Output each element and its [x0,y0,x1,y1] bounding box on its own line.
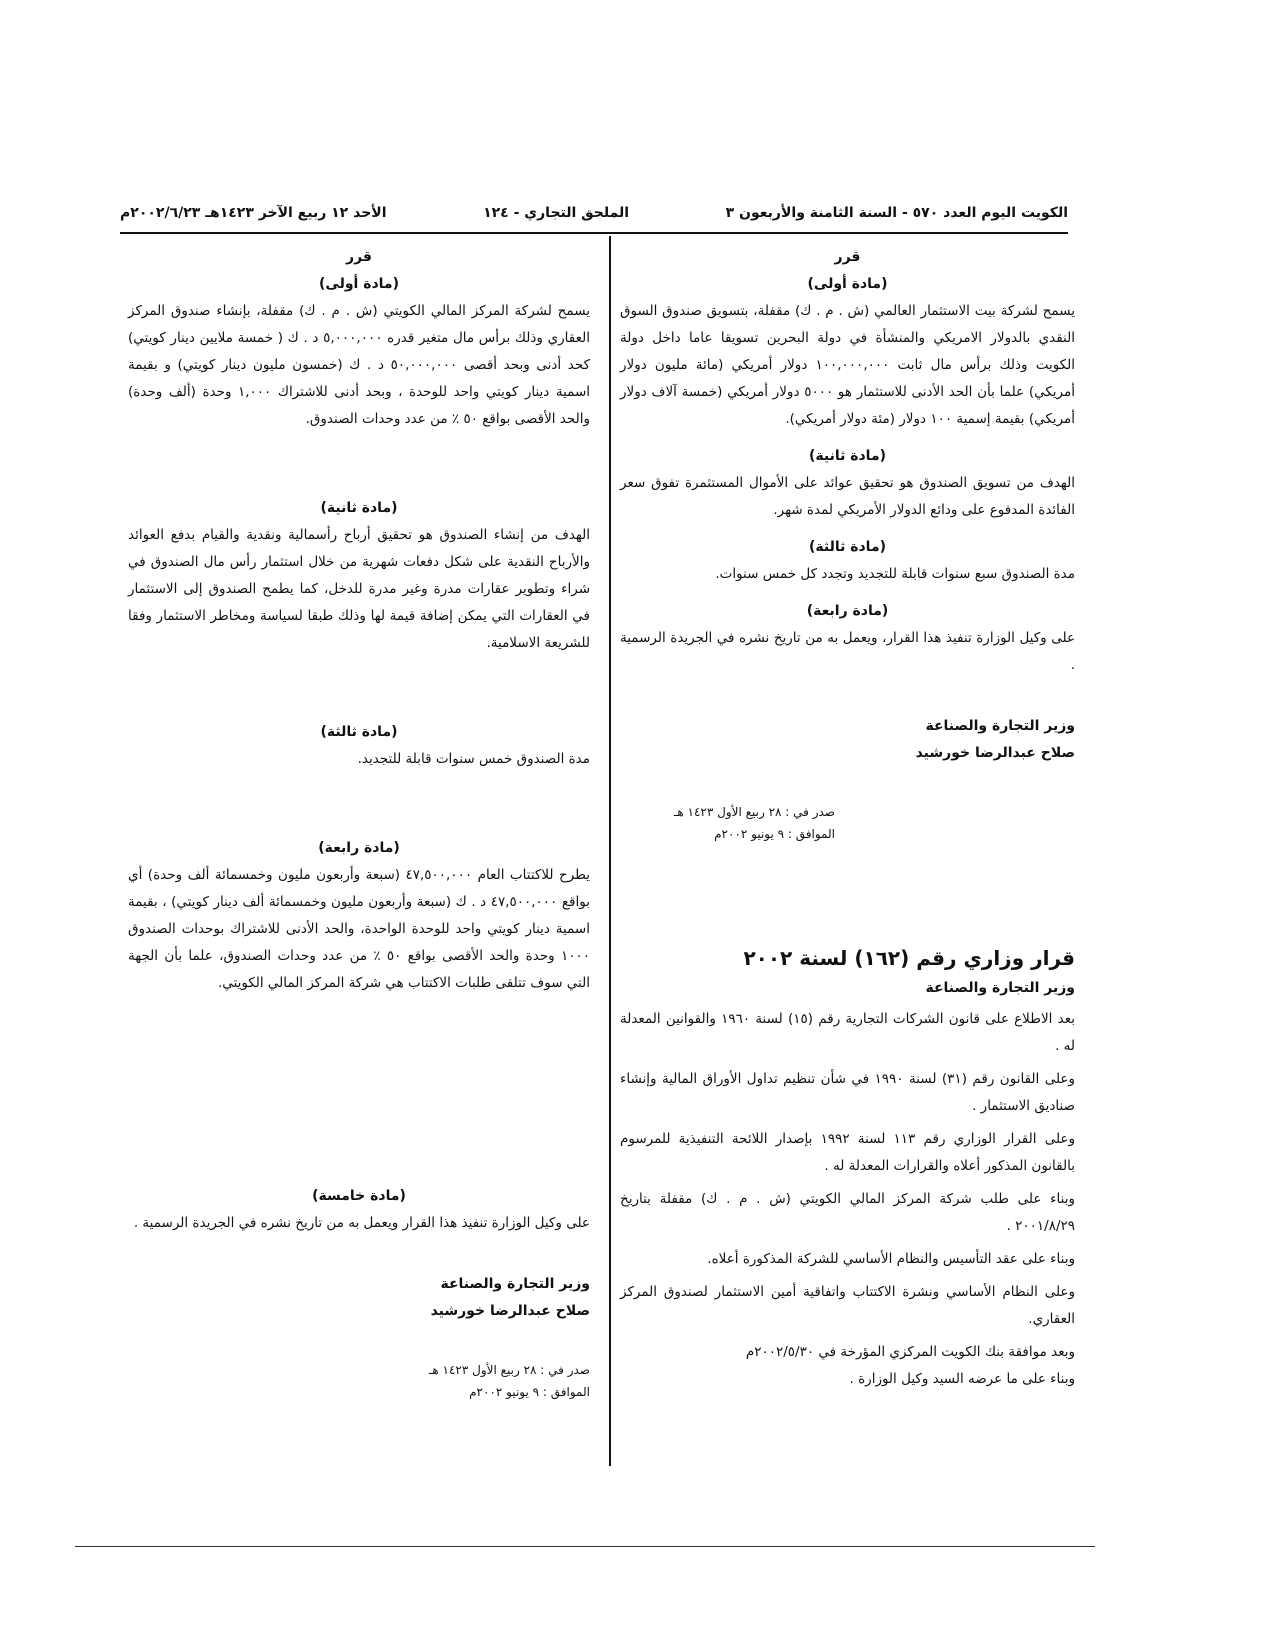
decree-title: قرار وزاري رقم (١٦٢) لسنة ٢٠٠٢ [743,946,1075,970]
decree-subtitle: وزير التجارة والصناعة [925,980,1075,996]
article-1-title: (مادة أولى) [319,276,399,292]
article-5-title: (مادة خامسة) [312,1188,406,1204]
recital-4: وبناء على طلب شركة المركز المالي الكويتي (ش . م . ك) مقفلة بتاريخ ٢٠٠١/٨/٢٩ . [620,1191,1075,1234]
article-4-title: (مادة رابعة) [806,603,889,619]
left-column [128,244,590,1403]
minister-title: وزير التجارة والصناعة [925,718,1075,734]
recital-8: وبناء على ما عرضه السيد وكيل الوزارة . [849,1371,1075,1387]
article-2-title: (مادة ثانية) [808,448,887,464]
column-divider [609,236,611,1466]
recital-2: وعلى القانون رقم (٣١) لسنة ١٩٩٠ في شأن تنظيم تداول الأوراق المالية وإنشاء صناديق الاستثمار . [620,1071,1075,1114]
recital-6: وعلى النظام الأساسي ونشرة الاكتتاب واتفاقية أمين الاستثمار لصندوق المركز العقاري. [620,1284,1075,1327]
right-column [620,244,1075,1393]
article-2-text: الهدف من تسويق الصندوق هو تحقيق عوائد على الأموال المستثمرة تفوق سعر الفائدة المدفوع على ودائع الدولار الأمريكي لمدة شهر. [620,475,1075,518]
article-1-title: (مادة أولى) [807,276,888,292]
recital-5: وبناء على عقد التأسيس والنظام الأساسي للشركة المذكورة أعلاه. [707,1251,1075,1267]
decide-heading: قرر [834,249,861,265]
article-3-text: مدة الصندوق خمس سنوات قابلة للتجديد. [357,751,590,767]
minister-name: صلاح عبدالرضا خورشيد [430,1303,590,1319]
article-1-text: يسمح لشركة بيت الاستثمار العالمي (ش . م . ك) مقفلة، بتسويق صندوق السوق النقدي بالدولار الامريكي والمنشأة في دولة البحرين تسويقا عاما داخل دولة الكويت وذلك برأس مال ثابت ١٠٠,٠٠٠,٠٠٠ دولار أمريكي (مائة مليون دولار أمريكي) علما بأن الحد الأدنى للاستثمار هو ٥٠٠٠ دولار أمريكي (خمسة آلاف دولار أمريكي) بقيمة إسمية ١٠٠ دولار (مئة دولار أمريكي). [620,303,1076,427]
article-3-text: مدة الصندوق سبع سنوات قابلة للتجديد وتجدد كل خمس سنوات. [715,566,1075,582]
article-1-text: يسمح لشركة المركز المالي الكويتي (ش . م . ك) مقفلة، بإنشاء صندوق المركز العقاري وذلك برأس مال متغير قدره ٥,٠٠٠,٠٠٠ د . ك ( خمسة ملايين دينار كويتي) كحد أدنى وبحد أقصى ٥٠,٠٠٠,٠٠٠ د . ك (خمسون مليون دينار كويتي) و بقيمة اسمية دينار كويتي واحد للوحدة ، وبحد أدنى للاشتراك ١,٠٠٠ وحدة (ألف وحدة) والحد الأقصى بواقع ٥٠ ٪ من عدد وحدات الصندوق. [128,303,591,427]
header-supplement: الملحق التجاري - ١٢٤ [483,205,630,221]
article-4-text: على وكيل الوزارة تنفيذ هذا القرار، ويعمل به من تاريخ نشره في الجريدة الرسمية . [620,630,1075,673]
article-4-title: (مادة رابعة) [318,840,400,856]
recital-3: وعلى القرار الوزاري رقم ١١٣ لسنة ١٩٩٢ بإصدار اللائحة التنفيذية للمرسوم بالقانون المذكور أعلاه والقرارات المعدلة له . [620,1131,1075,1174]
corresponding-date: الموافق : ٩ يونيو ٢٠٠٢م [714,827,835,841]
article-3-title: (مادة ثالثة) [808,539,887,555]
recital-1: بعد الاطلاع على قانون الشركات التجارية رقم (١٥) لسنة ١٩٦٠ والقوانين المعدلة له . [620,1011,1075,1054]
footer-rule [75,1546,1095,1547]
article-3-title: (مادة ثالثة) [320,724,398,740]
issue-date: صدر في : ٢٨ ربيع الأول ١٤٢٣ هـ [428,1363,590,1377]
header-rule [120,232,1068,234]
minister-name: صلاح عبدالرضا خورشيد [915,745,1075,761]
recital-7: وبعد موافقة بنك الكويت المركزي المؤرخة في ٢٠٠٢/٥/٣٠م [745,1344,1075,1360]
article-2-title: (مادة ثانية) [320,500,398,516]
page-header [120,205,1068,221]
article-5-text: على وكيل الوزارة تنفيذ هذا القرار ويعمل به من تاريخ نشره في الجريدة الرسمية . [133,1215,590,1231]
header-date: الأحد ١٢ ربيع الآخر ١٤٢٣هـ ٢٠٠٢/٦/٢٣م [120,205,387,221]
article-2-text: الهدف من إنشاء الصندوق هو تحقيق أرباح رأسمالية ونقدية والقيام بدفع العوائد والأرباح النقدية على شكل دفعات شهرية من خلال استثمار رأس مال الصندوق في شراء وتطوير عقارات مدرة وغير مدرة للدخل، كما يطمح الصندوق إلى الاستثمار في العقارات التي يمكن إضافة قيمة لها وذلك طبقا لسياسة ومخاطر الاستثمار وفقا للشريعة الاسلامية. [128,527,590,651]
article-4-text: يطرح للاكتتاب العام ٤٧,٥٠٠,٠٠٠ (سبعة وأربعون مليون وخمسمائة ألف وحدة) أي بواقع ٤٧,٥٠٠,٠٠٠ د . ك (سبعة وأربعون مليون وخمسمائة ألف دينار كويتي) ، بقيمة اسمية دينار كويتي واحد للوحدة الواحدة، والحد الأدنى للاشتراك بوحدات الصندوق ١٠٠٠ وحدة والحد الأقصى بواقع ٥٠ ٪ من عدد وحدات الصندوق، علما بأن الجهة التي سوف تتلقى طلبات الاكتتاب هي شركة المركز المالي الكويتي. [128,867,590,991]
header-issue: الكويت اليوم العدد ٥٧٠ - السنة الثامنة والأربعون ٣ [725,205,1068,221]
issue-date: صدر في : ٢٨ ربيع الأول ١٤٢٣ هـ [673,805,835,819]
decide-heading: قرر [346,249,372,265]
minister-title: وزير التجارة والصناعة [440,1276,590,1292]
corresponding-date: الموافق : ٩ يونيو ٢٠٠٢م [469,1385,590,1399]
